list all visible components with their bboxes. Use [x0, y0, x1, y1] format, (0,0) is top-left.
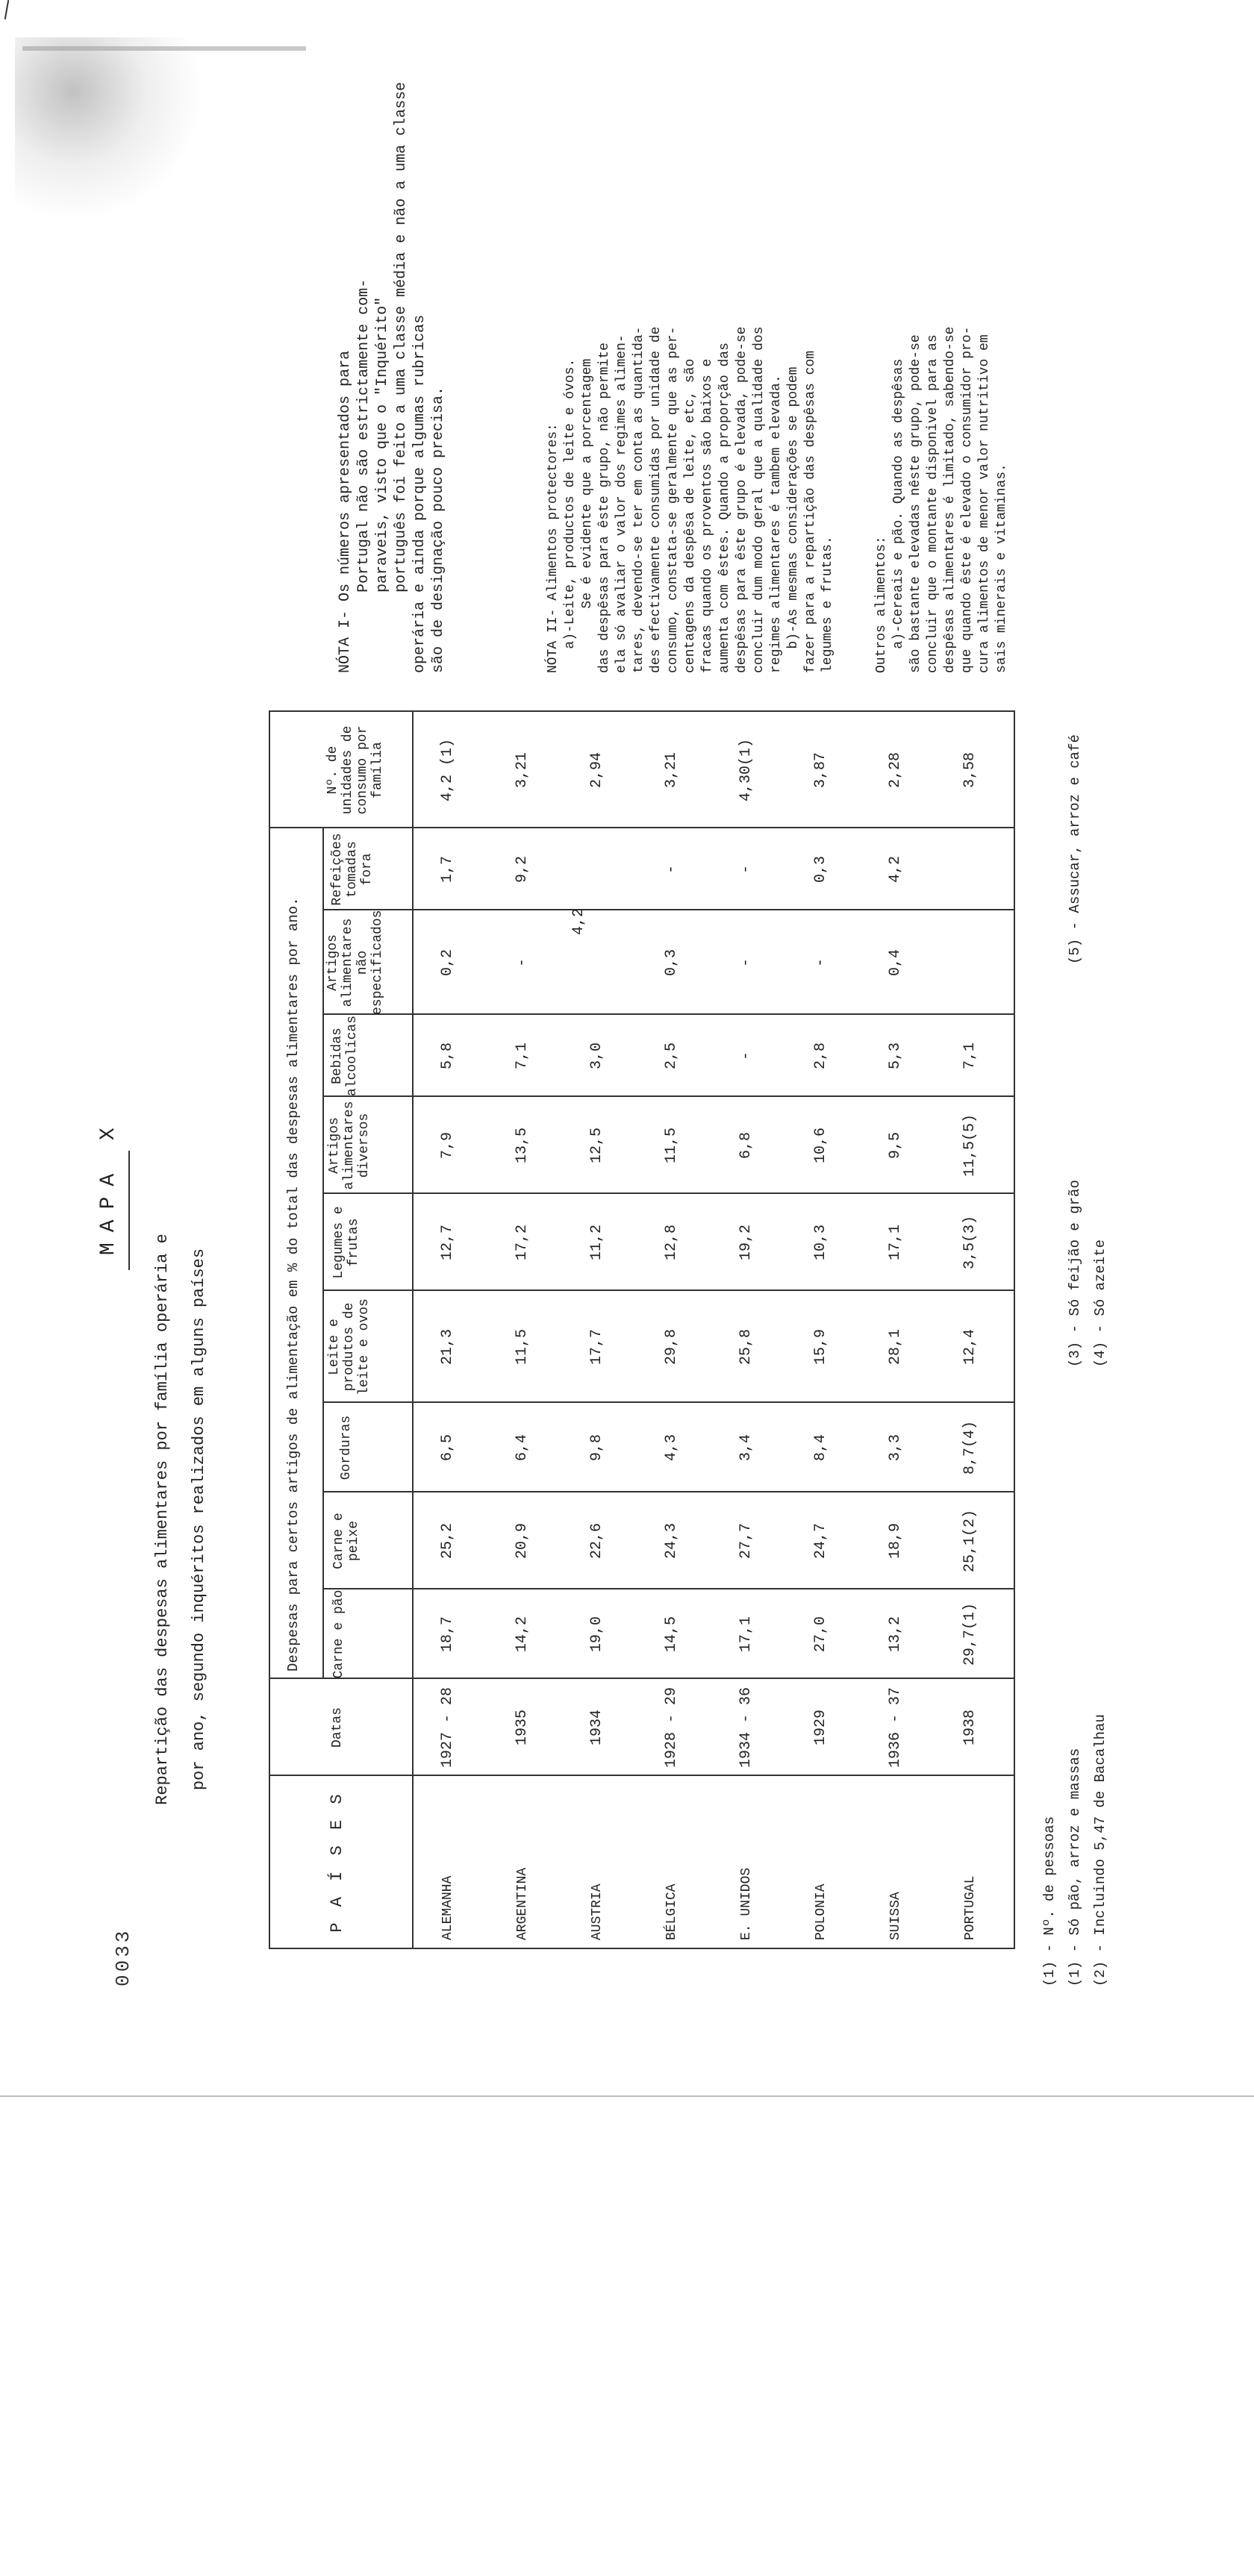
- row-value: 11,2: [588, 1225, 605, 1261]
- row-value: 17,2: [514, 1225, 531, 1261]
- row-value: 29,7(1): [961, 1603, 979, 1666]
- row-value: 6,5: [439, 1434, 456, 1462]
- row-value: 8,4: [812, 1434, 829, 1462]
- row-value: 2,8: [812, 1042, 829, 1070]
- row-value: -: [812, 958, 829, 968]
- row-value: 15,9: [812, 1329, 829, 1366]
- footnote-2: (2) - Incluindo 5,47 de Bacalhau: [1092, 1714, 1108, 1986]
- row-value: 4,2 (1): [439, 739, 456, 802]
- row-value: 8,7(4): [961, 1421, 979, 1475]
- note-outros: Outros alimentos: a)-Cereais e pão. Quando as despêsas são bastante elevadas nêste grupo, pode-se concluir que o montante disponivel para as despêsas alimentares é limitado, sabendo-se que quando êste é elevado o consumidor pro- cura alimentos de menor valor nutritivo em sais minerais e vitaminas.: [874, 326, 1009, 673]
- row-date: 1927 - 28: [439, 1686, 456, 1769]
- header-col-1: Carne e peixe: [331, 1513, 361, 1569]
- document-title: MAPA X: [97, 1117, 120, 1255]
- footnote-4: (4) - Só azeite: [1092, 1239, 1108, 1367]
- header-col-5: Artigos alimentares diversos: [327, 1101, 372, 1190]
- row-country: POLONIA: [814, 1883, 829, 1940]
- row-value: 24,3: [663, 1523, 680, 1560]
- subtitle-line-2: por ano, segundo inquéritos realizados em alguns países: [190, 1248, 208, 1791]
- row-value: 2,94: [588, 752, 605, 789]
- row-value: 3,21: [663, 752, 680, 789]
- row-value: 12,8: [663, 1225, 680, 1261]
- row-value: 18,7: [439, 1616, 456, 1653]
- row-date: 1929: [812, 1710, 829, 1746]
- row-value: 7,1: [514, 1042, 531, 1070]
- row-value: 3,4: [737, 1434, 755, 1462]
- row-country: SUISSA: [888, 1892, 903, 1940]
- row-value: 25,1(2): [961, 1510, 979, 1573]
- row-value-merged: 4,2: [570, 908, 587, 936]
- row-value: 17,1: [887, 1225, 904, 1261]
- row-value: 25,8: [737, 1329, 755, 1366]
- row-value: -: [737, 1051, 755, 1061]
- page-id: 0033: [112, 1928, 134, 1986]
- row-value: 7,9: [439, 1132, 456, 1160]
- row-value: 6,8: [737, 1132, 755, 1160]
- row-value: 6,4: [514, 1434, 531, 1462]
- row-value: -: [663, 865, 680, 875]
- row-value: 9,8: [588, 1434, 605, 1462]
- row-value: 28,1: [887, 1329, 904, 1366]
- header-group: Despesas para certos artigos de alimentação em % do total das despesas alimentares por ano.: [285, 897, 302, 1672]
- header-col-2: Gorduras: [339, 1415, 354, 1481]
- row-date: 1934: [588, 1710, 605, 1746]
- row-value: -: [737, 865, 755, 875]
- header-countries: P A Í S E S: [328, 1791, 346, 1933]
- row-value: 4,30(1): [737, 739, 755, 802]
- footnote-0: (1) - Nº. de pessoas: [1041, 1816, 1058, 1986]
- row-value: 27,7: [737, 1523, 755, 1560]
- header-col-4: Legumes e frutas: [331, 1206, 361, 1279]
- footnote-5: (5) - Assucar, arroz e café: [1067, 734, 1083, 964]
- row-value: 0,2: [439, 949, 456, 977]
- row-value: 17,1: [737, 1616, 755, 1653]
- header-dates: Datas: [330, 1707, 345, 1748]
- row-value: 3,5(3): [961, 1216, 979, 1270]
- row-country: PORTUGAL: [963, 1875, 978, 1940]
- row-value: 12,4: [961, 1329, 979, 1366]
- header-col-7: Artigos alimentares não especificados: [325, 910, 385, 1015]
- subtitle-line-1: Repartição das despesas alimentares por família operária e: [153, 1234, 172, 1805]
- row-value: 0,3: [663, 949, 680, 977]
- row-value: 3,21: [514, 752, 531, 789]
- row-value: 0,4: [887, 949, 904, 977]
- row-country: E. UNIDOS: [739, 1867, 754, 1940]
- row-value: 5,3: [887, 1042, 904, 1070]
- row-date: 1935: [514, 1710, 531, 1746]
- note-1: NÓTA I- Os números apresentados para Portugal não são estrictamente com- paraveis, visto que o "Inquérito" português foi feito a uma classe média e não a uma classe operária e ainda porque algumas rubricas são de designação pouco precisa.: [337, 81, 447, 673]
- row-value: 1,7: [439, 856, 456, 884]
- row-value: 19,2: [737, 1225, 755, 1261]
- footnote-3: (3) - Só feijão e grão: [1067, 1180, 1083, 1367]
- header-col-3: Leite e produtos de leite e ovos: [327, 1298, 372, 1395]
- row-value: 14,2: [514, 1616, 531, 1653]
- row-value: 3,87: [812, 752, 829, 789]
- row-value: 5,8: [439, 1042, 456, 1070]
- title-underline: [128, 1151, 130, 1270]
- header-col-8: Refeições tomadas fora: [330, 833, 375, 906]
- row-value: 10,3: [812, 1225, 829, 1261]
- row-value: 27,0: [812, 1616, 829, 1653]
- row-value: 9,5: [887, 1132, 904, 1160]
- row-value: 0,3: [812, 856, 829, 884]
- row-country: ALEMANHA: [440, 1875, 455, 1940]
- row-value: 21,3: [439, 1329, 456, 1366]
- row-value: 20,9: [514, 1523, 531, 1560]
- row-value: 12,5: [588, 1128, 605, 1164]
- row-value: -: [737, 958, 755, 968]
- row-value: 4,3: [663, 1434, 680, 1462]
- row-value: 11,5: [514, 1329, 531, 1366]
- row-country: AUSTRIA: [590, 1883, 605, 1940]
- row-value: 4,2: [887, 856, 904, 884]
- footnote-1: (1) - Só pão, arroz e massas: [1067, 1748, 1083, 1986]
- row-value: 11,5: [663, 1128, 680, 1164]
- row-value: 17,7: [588, 1329, 605, 1366]
- row-value: 2,5: [663, 1042, 680, 1070]
- row-value: 24,7: [812, 1523, 829, 1560]
- row-value: 3,3: [887, 1434, 904, 1462]
- row-date: 1928 - 29: [663, 1686, 680, 1769]
- row-value: 13,5: [514, 1128, 531, 1164]
- row-value: 22,6: [588, 1523, 605, 1560]
- row-date: 1936 - 37: [887, 1686, 904, 1769]
- row-value: -: [514, 958, 531, 968]
- row-value: 29,8: [663, 1329, 680, 1366]
- row-value: 19,0: [588, 1616, 605, 1653]
- row-value: 11,5(5): [961, 1114, 979, 1178]
- row-value: 25,2: [439, 1523, 456, 1560]
- row-value: 18,9: [887, 1523, 904, 1560]
- row-value: 2,28: [887, 752, 904, 789]
- note-2: NÓTA II- Alimentos protectores: a)-Leite, productos de leite e óvos. Se é evidente que a porcentagem das despêsas para êste grupo, não permite ela só avaliar o valor dos regimes alimen- tares, devendo-se ter em conta as quantida- des efectivamente consumidas por unidade de consumo, constata-se geralmente que as per- centagens da despêsa de leite, etc, são fracas quando os proventos são baixos e aumenta com êstes. Quando a proporção das despêsas para êste grupo é elevada, pode-se concluir dum modo geral que a qualidade dos regimes alimentares é tambem elevada. b)-As mesmas considerações se podem fazer para a repartição das despêsas com legumes e frutas.: [546, 326, 835, 673]
- row-value: 9,2: [514, 856, 531, 884]
- header-col-9: Nº. de unidades de consumo por família: [325, 725, 385, 815]
- header-col-0: Carne e pão: [331, 1589, 346, 1679]
- row-value: 12,7: [439, 1225, 456, 1261]
- row-date: 1934 - 36: [737, 1686, 755, 1769]
- row-value: 3,0: [588, 1042, 605, 1070]
- row-value: 14,5: [663, 1616, 680, 1653]
- row-value: 7,1: [961, 1042, 979, 1070]
- expense-table: [269, 710, 1015, 1949]
- row-country: BÉLGICA: [664, 1883, 679, 1940]
- header-col-6: Bebidas alcoolicas: [330, 1015, 360, 1097]
- row-value: 10,6: [812, 1128, 829, 1164]
- row-date: 1938: [961, 1710, 979, 1746]
- row-value: 3,58: [961, 752, 979, 789]
- row-country: ARGENTINA: [515, 1867, 530, 1940]
- row-value: 13,2: [887, 1616, 904, 1653]
